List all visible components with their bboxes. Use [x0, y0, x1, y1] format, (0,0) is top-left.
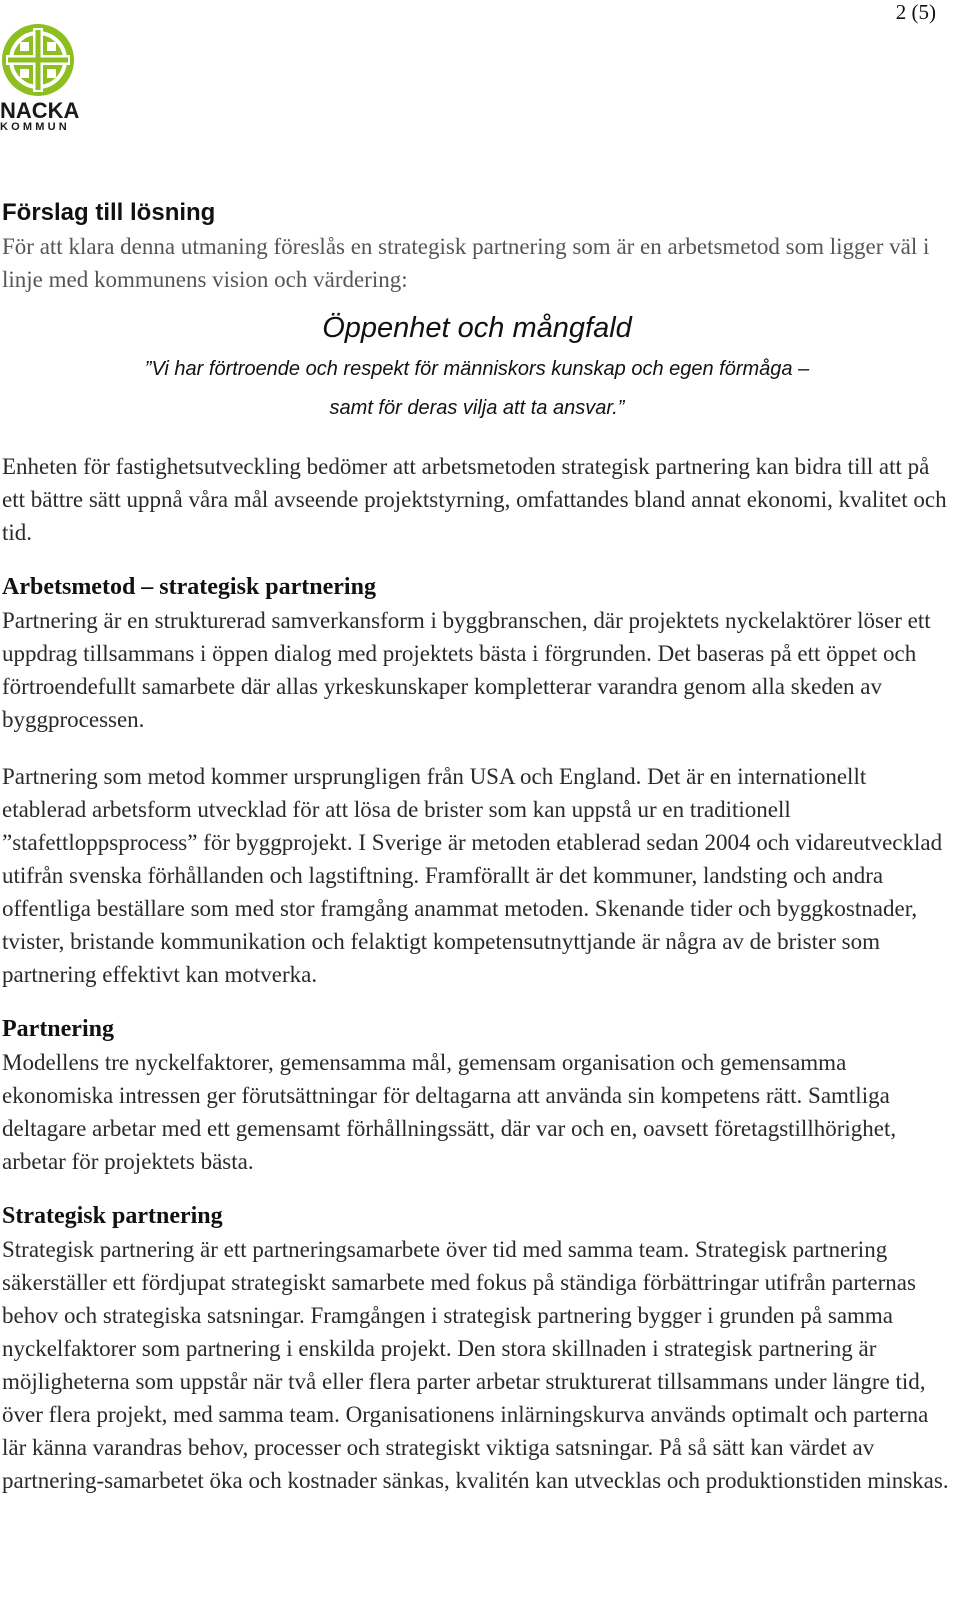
- enheten-paragraph: Enheten för fastighetsutveckling bedömer att arbetsmetoden strategisk partnering kan bidra till att på ett bättre sätt uppnå våra mål avseende projektstyrning, omfattandes bland annat ekonomi, kvalitet och tid.: [2, 454, 947, 545]
- logo-wordmark: NACKA: [0, 98, 80, 123]
- vision-block: [2, 306, 952, 428]
- document-body: [2, 196, 952, 1497]
- nacka-kommun-logo: [0, 22, 80, 133]
- vision-title: Öppenhet och mångfald: [322, 312, 632, 344]
- intro-paragraph: För att klara denna utmaning föreslås en strategisk partnering som är en arbetsmetod som ligger väl i linje med kommunens vision och värdering:: [2, 234, 930, 292]
- heading-strategisk-partnering: Strategisk partnering: [2, 1203, 223, 1229]
- nacka-emblem-icon: [0, 22, 76, 98]
- partnering-paragraph-2: Partnering som metod kommer ursprungligen från USA och England. Det är en internationellt etablerad arbetsform utvecklad för att lösa de brister som kan uppstå ur en traditionell ”stafettloppsprocess” för byggprojekt. I Sverige är metoden etablerad sedan 2004 och vidareutvecklad utifrån svenska förhållanden och lagstiftning. Framförallt är det kommuner, landsting och andra offentliga beställare som med stor framgång anammat metoden. Skenande tider och byggkostnader, tvister, bristande kommunikation och felaktigt kompetensutnyttjande är några av de brister som partnering effektivt kan motverka.: [2, 764, 943, 987]
- vision-quote-line-1: ”Vi har förtroende och respekt för människors kunskap och egen förmåga –: [144, 358, 810, 380]
- partnering-paragraph-1: Partnering är en strukturerad samverkansform i byggbranschen, där projektets nyckelaktörer löser ett uppdrag tillsammans i öppen dialog med projektets bästa i förgrunden. Det baseras på ett öppet och förtroendefullt samarbete där allas yrkeskunskaper kompletterar varandra genom alla skeden av byggprocessen.: [2, 608, 931, 732]
- page-number: 2 (5): [895, 0, 936, 24]
- vision-quote-line-2: samt för deras vilja att ta ansvar.”: [329, 397, 625, 419]
- heading-arbetsmetod: Arbetsmetod – strategisk partnering: [2, 574, 376, 600]
- logo-subtitle: KOMMUN: [0, 121, 70, 133]
- model-paragraph: Modellens tre nyckelfaktorer, gemensamma mål, gemensam organisation och gemensamma ekonomiska intressen ger förutsättningar för deltagarna att använda sin kompetens rätt. Samtliga deltagare arbetar med ett gemensamt förhållningssätt, där var och en, oavsett företagstillhörighet, arbetar för projektets bästa.: [2, 1050, 897, 1174]
- heading-partnering: Partnering: [2, 1016, 114, 1042]
- heading-forslag: Förslag till lösning: [2, 199, 216, 226]
- strategic-paragraph: Strategisk partnering är ett partneringsamarbete över tid med samma team. Strategisk partnering säkerställer ett fördjupat strategiskt samarbete med fokus på ständiga förbättringar utifrån parternas behov och strategiska satsningar. Framgången i strategisk partnering bygger i grunden på samma nyckelfaktorer som partnering i enskilda projekt. Den stora skillnaden i strategisk partnering är möjligheterna som uppstår när två eller flera parter arbetar strukturerat tillsammans under längre tid, över flera projekt, med samma team. Organisationens inlärningskurva används optimalt och parterna lär känna varandras behov, processer och strategiskt viktiga satsningar. På så sätt kan värdet av partnering-samarbetet öka och kostnader sänkas, kvalitén kan utvecklas och produktionstiden minskas.: [2, 1237, 949, 1493]
